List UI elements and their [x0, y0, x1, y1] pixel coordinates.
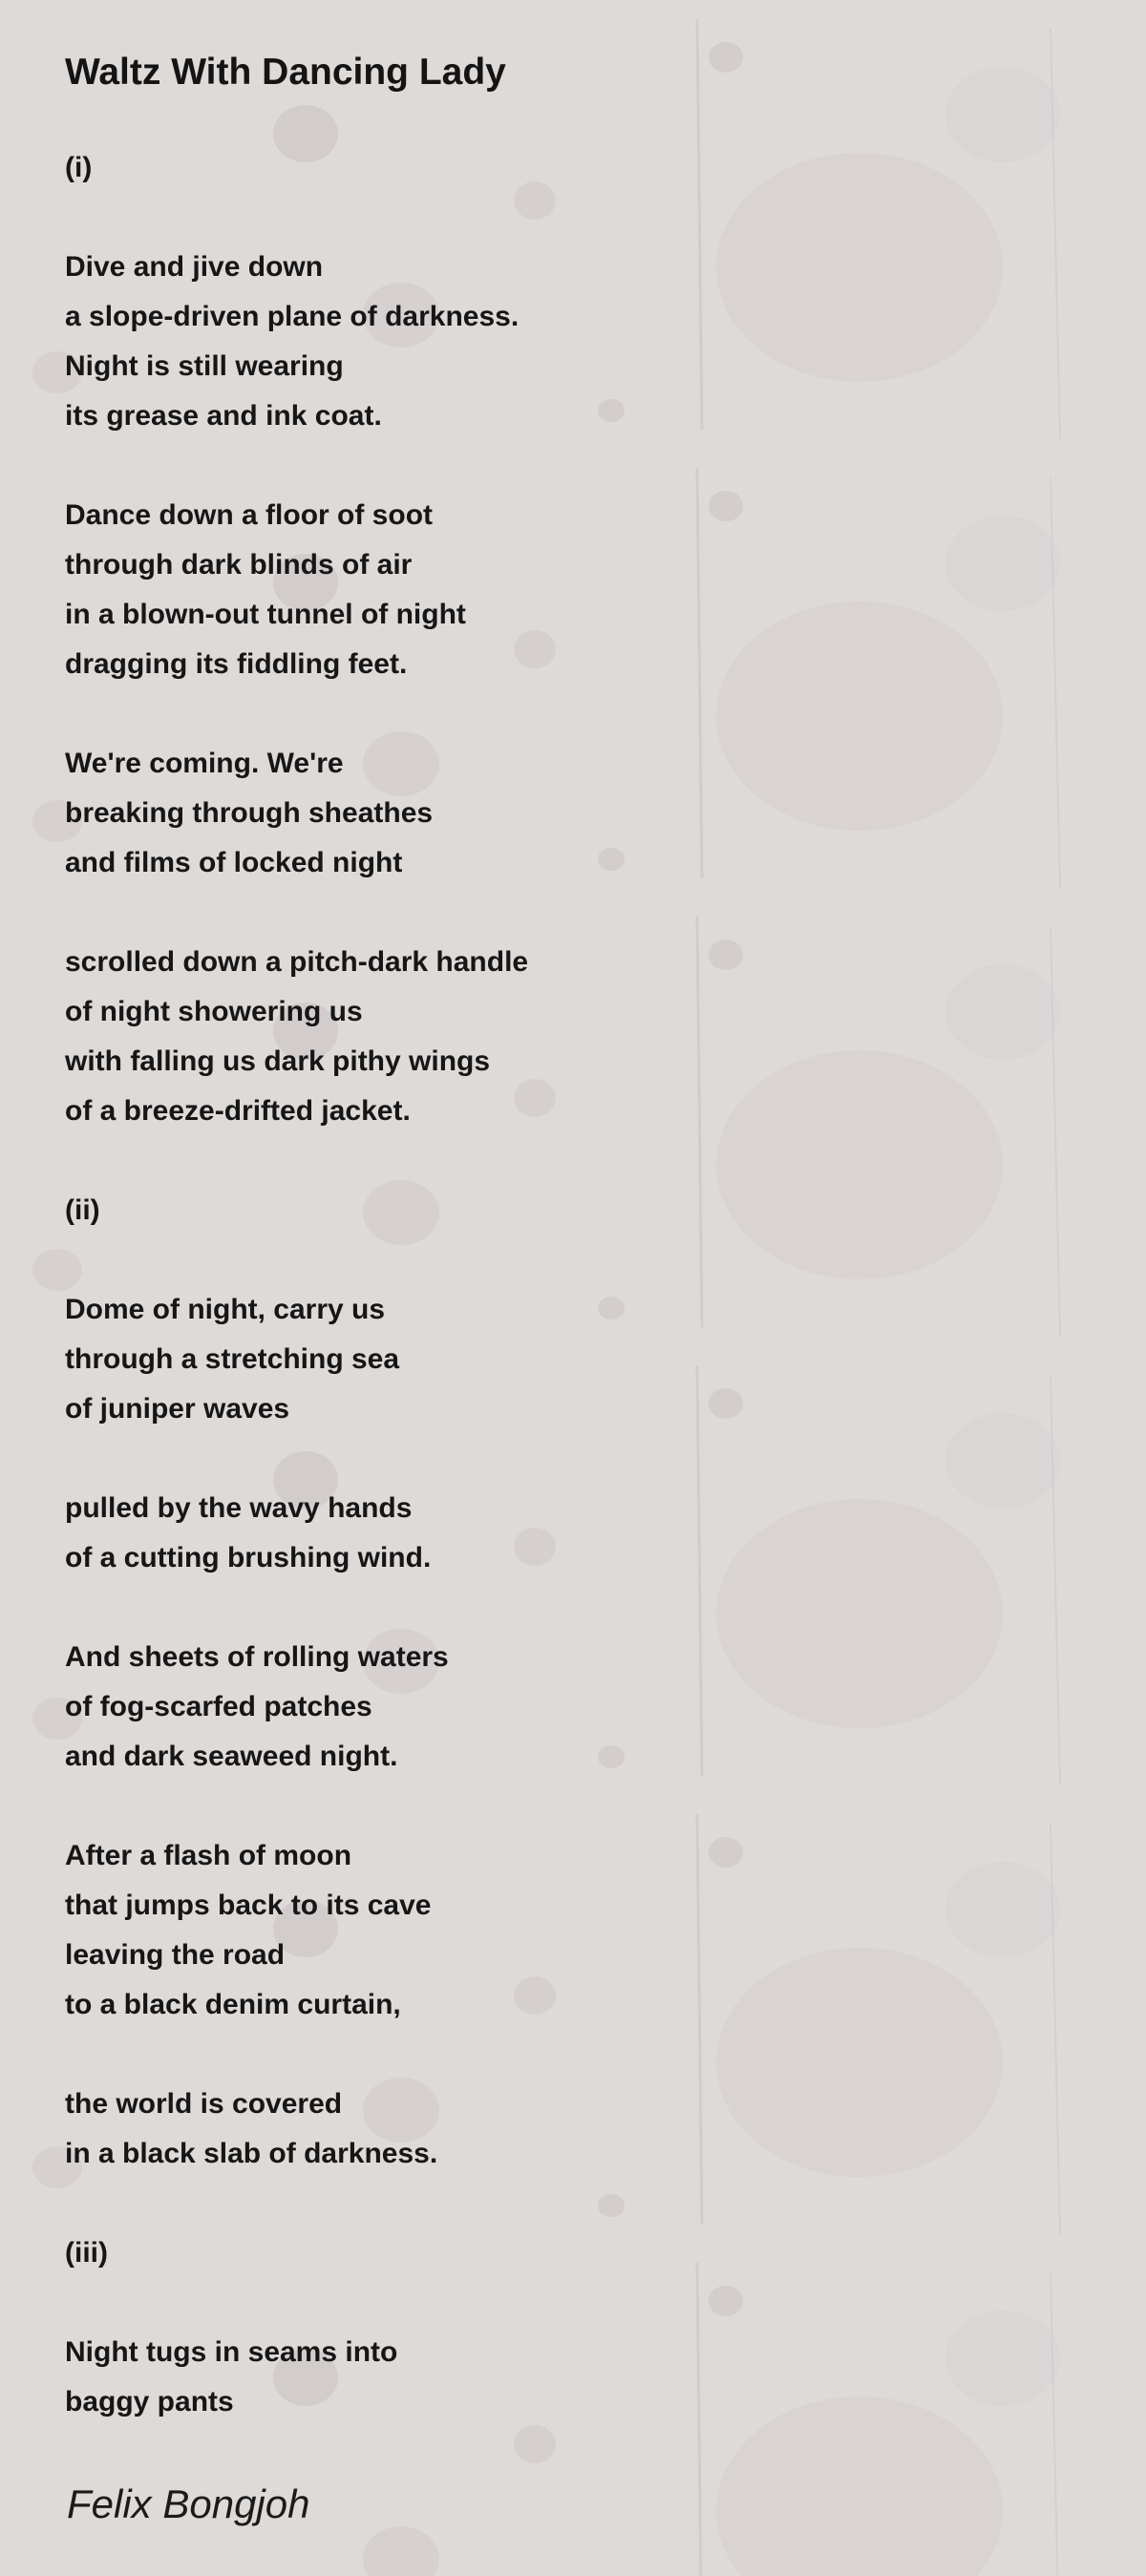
stanza-break — [65, 2179, 1020, 2228]
stanza-break — [65, 2030, 1020, 2080]
poem-line: its grease and ink coat. — [65, 400, 382, 432]
poem-line: After a flash of moon — [65, 1840, 352, 1871]
poem-line: Dance down a floor of soot — [65, 499, 434, 531]
poem-line: that jumps back to its cave — [65, 1890, 432, 1921]
stanza-break — [65, 1782, 1020, 1831]
stanza-break — [65, 1583, 1020, 1633]
poem-line: through dark blinds of air — [65, 549, 413, 581]
poem-line: of night showering us — [65, 996, 363, 1027]
stanza-break — [65, 193, 1020, 243]
poem-line: We're coming. We're — [65, 748, 344, 779]
poem-line: with falling us dark pithy wings — [65, 1045, 491, 1077]
poem-line: And sheets of rolling waters — [65, 1641, 449, 1673]
stanza-break — [65, 888, 1020, 938]
poem-line: of fog-scarfed patches — [65, 1691, 372, 1722]
poem-line: and dark seaweed night. — [65, 1741, 398, 1772]
poem-body — [65, 143, 1020, 2427]
poem-line: baggy pants — [65, 2386, 234, 2418]
poem-line: Dive and jive down — [65, 251, 324, 283]
poem-title: Waltz With Dancing Lady — [65, 52, 506, 93]
stanza-break — [65, 1434, 1020, 1484]
poem-line: Night is still wearing — [65, 350, 344, 382]
poem-line: in a black slab of darkness. — [65, 2138, 438, 2169]
poem-line: breaking through sheathes — [65, 797, 434, 829]
poem-line: of a cutting brushing wind. — [65, 1542, 432, 1573]
poem-line: dragging its fiddling feet. — [65, 648, 408, 680]
poem-author: Felix Bongjoh — [67, 2481, 310, 2526]
poem-line: the world is covered — [65, 2088, 343, 2120]
poem-line: Dome of night, carry us — [65, 1294, 386, 1325]
poem-line: pulled by the wavy hands — [65, 1492, 413, 1524]
poem-line: (ii) — [65, 1194, 100, 1226]
poem-line: in a blown-out tunnel of night — [65, 599, 466, 630]
poem-line: a slope-driven plane of darkness. — [65, 301, 520, 332]
poem-line: leaving the road — [65, 1939, 286, 1971]
stanza-break — [65, 1136, 1020, 1186]
stanza-break — [65, 2278, 1020, 2328]
poem-line: (iii) — [65, 2237, 108, 2269]
stanza-break — [65, 689, 1020, 739]
poem-line: scrolled down a pitch-dark handle — [65, 946, 529, 978]
poem-line: of a breeze-drifted jacket. — [65, 1095, 411, 1127]
poem-line: (i) — [65, 152, 93, 183]
poem-line: and films of locked night — [65, 847, 403, 878]
poem-line: Night tugs in seams into — [65, 2336, 398, 2368]
poem-line: to a black denim curtain, — [65, 1989, 401, 2020]
stanza-break — [65, 441, 1020, 491]
stanza-break — [65, 1235, 1020, 1285]
poem-line: through a stretching sea — [65, 1343, 400, 1375]
poem-line: of juniper waves — [65, 1393, 290, 1425]
